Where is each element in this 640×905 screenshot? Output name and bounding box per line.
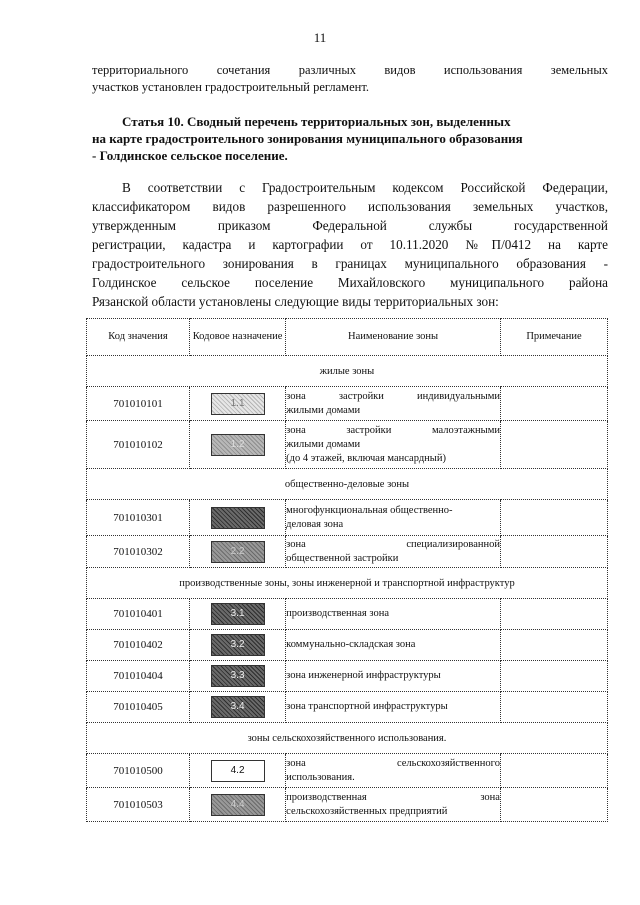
- zone-swatch: 2.2: [211, 541, 265, 563]
- zone-name-line: зона застройки малоэтажными: [286, 424, 500, 436]
- zone-note: [500, 661, 607, 692]
- table-row: [87, 599, 608, 630]
- zone-code: 701010404: [87, 661, 190, 692]
- zone-name: [286, 788, 501, 822]
- zone-name-line: многофункциональная общественно-: [286, 504, 453, 516]
- body-paragraph: [92, 178, 608, 311]
- zone-name-line: (до 4 этажей, включая мансардный): [286, 452, 446, 464]
- designation-cell: [189, 692, 285, 723]
- table-row: [87, 387, 608, 421]
- header-code: Код значения: [87, 319, 190, 356]
- intro-line: участков установлен градостроительный регламент.: [92, 80, 369, 94]
- zone-name: зона транспортной инфраструктуры: [286, 692, 501, 723]
- article-heading: [92, 113, 608, 164]
- zone-name: [286, 754, 501, 788]
- zone-name-line: сельскохозяйственных предприятий: [286, 805, 448, 817]
- body-line: Голдинское сельское поселение Михайловского муниципального района: [92, 275, 608, 290]
- group-title: жилые зоны: [87, 356, 608, 387]
- zone-name: [286, 421, 501, 469]
- zone-note: [500, 500, 607, 536]
- zone-name-line: зона специализированной: [286, 538, 500, 550]
- article-heading-line: Статья 10. Сводный перечень территориальных зон, выделенных: [122, 114, 511, 129]
- zone-note: [500, 788, 607, 822]
- zone-swatch: 3.2: [211, 634, 265, 656]
- zone-name-line: жилыми домами: [286, 404, 361, 416]
- body-line: градостроительного зонирования в границах муниципального образования -: [92, 256, 608, 271]
- intro-paragraph: [92, 62, 608, 96]
- zone-note: [500, 387, 607, 421]
- designation-cell: [189, 387, 285, 421]
- table-row: [87, 536, 608, 568]
- body-line: регистрации, кадастра и картографии от 10.11.2020 №П/0412 на карте: [92, 237, 608, 252]
- group-title: производственные зоны, зоны инженерной и транспортной инфраструктур: [87, 568, 608, 599]
- zone-code: 701010402: [87, 630, 190, 661]
- header-name: Наименование зоны: [286, 319, 501, 356]
- table-row: [87, 692, 608, 723]
- table-row: [87, 661, 608, 692]
- table-header-row: [87, 319, 608, 356]
- zone-note: [500, 536, 607, 568]
- article-heading-line: - Голдинское сельское поселение.: [92, 148, 288, 163]
- body-line: классификатором видов разрешенного использования земельных участков,: [92, 199, 608, 214]
- designation-cell: [189, 661, 285, 692]
- header-note: Примечание: [500, 319, 607, 356]
- group-row: [87, 356, 608, 387]
- zone-swatch: 3.4: [211, 696, 265, 718]
- zone-name-line: общественной застройки: [286, 552, 399, 564]
- intro-line: территориального сочетания различных видов использования земельных: [92, 63, 608, 77]
- zone-note: [500, 692, 607, 723]
- zone-name-line: жилыми домами: [286, 438, 361, 450]
- zone-note: [500, 754, 607, 788]
- zone-note: [500, 599, 607, 630]
- zone-note: [500, 630, 607, 661]
- table-row: [87, 500, 608, 536]
- zone-swatch: 4.4: [211, 794, 265, 816]
- designation-cell: [189, 788, 285, 822]
- designation-cell: [189, 599, 285, 630]
- zone-code: 701010101: [87, 387, 190, 421]
- zone-name-line: зона застройки индивидуальными: [286, 390, 500, 402]
- zone-name-line: использования.: [286, 771, 355, 783]
- zone-swatch: 4.2: [211, 760, 265, 782]
- zone-code: 701010301: [87, 500, 190, 536]
- body-line: Рязанской области установлены следующие виды территориальных зон:: [92, 294, 499, 309]
- zone-code: 701010102: [87, 421, 190, 469]
- zone-name-line: деловая зона: [286, 518, 344, 530]
- group-row: [87, 469, 608, 500]
- zone-code: 701010401: [87, 599, 190, 630]
- zone-swatch: 1.2: [211, 434, 265, 456]
- table-row: [87, 788, 608, 822]
- zone-note: [500, 421, 607, 469]
- table-row: [87, 754, 608, 788]
- zone-code: 701010500: [87, 754, 190, 788]
- zone-name-line: зона сельскохозяйственного: [286, 757, 500, 769]
- zone-name: [286, 387, 501, 421]
- table-row: [87, 421, 608, 469]
- zone-name: [286, 500, 501, 536]
- body-line: В соответствии с Градостроительным кодексом Российской Федерации,: [122, 180, 608, 195]
- zone-name-line: производственная зона: [286, 791, 500, 803]
- zone-name: [286, 536, 501, 568]
- designation-cell: [189, 500, 285, 536]
- body-line: утвержденным приказом Федеральной службы государственной: [92, 218, 608, 233]
- zone-swatch: 3.1: [211, 603, 265, 625]
- zones-table: [86, 318, 608, 822]
- designation-cell: [189, 536, 285, 568]
- group-row: [87, 723, 608, 754]
- designation-cell: [189, 754, 285, 788]
- zone-swatch: 1.1: [211, 393, 265, 415]
- group-title: общественно-деловые зоны: [87, 469, 608, 500]
- zone-code: 701010503: [87, 788, 190, 822]
- designation-cell: [189, 421, 285, 469]
- zone-name: зона инженерной инфраструктуры: [286, 661, 501, 692]
- designation-cell: [189, 630, 285, 661]
- article-heading-line: на карте градостроительного зонирования муниципального образования: [92, 131, 523, 146]
- group-title: зоны сельскохозяйственного использования.: [87, 723, 608, 754]
- table-row: [87, 630, 608, 661]
- zone-name: производственная зона: [286, 599, 501, 630]
- zone-swatch: [211, 507, 265, 529]
- page-number: 11: [313, 30, 327, 45]
- group-row: [87, 568, 608, 599]
- header-designation: Кодовое назначение: [189, 319, 285, 356]
- zone-code: 701010405: [87, 692, 190, 723]
- zone-code: 701010302: [87, 536, 190, 568]
- zone-swatch: 3.3: [211, 665, 265, 687]
- zone-name: коммунально-складская зона: [286, 630, 501, 661]
